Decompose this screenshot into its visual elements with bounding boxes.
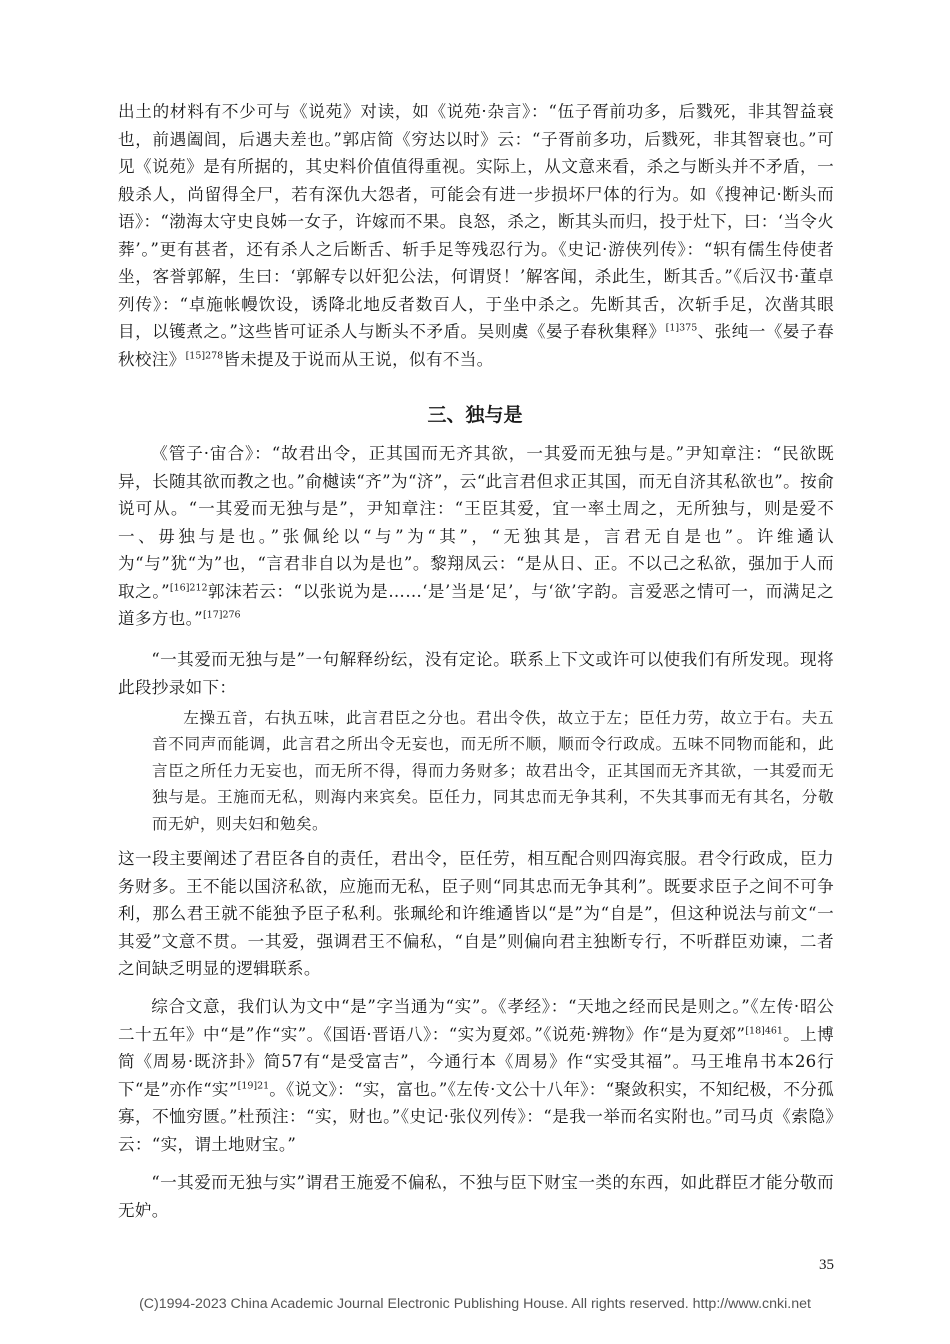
citation-ref: [17]276 [202,609,241,621]
citation-ref: [19]21 [237,1079,270,1091]
paragraph-5-text: 综合文意，我们认为文中“是”字当通为“实”。《孝经》：“天地之经而民是则之。”《左传·昭公二十五年》中“是”作“实”。《国语·晋语八》：“实为夏郊。”《说苑·辨物》作“是为夏郊” [118,997,834,1044]
paragraph-1 [118,98,834,373]
paragraph-3-text: “一其爱而无独与是”一句解释纷纭，没有定论。联系上下文或许可以使我们有所发现。现将此段抄录如下： [118,650,834,697]
section-heading: 三、独与是 [427,404,523,426]
paragraph-2 [118,440,834,633]
paragraph-4 [118,845,834,983]
paragraph-6 [118,1169,834,1224]
paragraph-3 [118,646,834,701]
page-number: 35 [819,1257,834,1273]
block-quote: 左操五音，右执五味，此言君臣之分也。君出令佚，故立于左；臣任力劳，故立于右。夫五音不同声而能调，此言君之所出令无妄也，而无所不顺，顺而令行政成。五味不同物而能和，此言臣之所任力无妄也，而无所不得，得而力务财多；故君出令，正其国而无齐其欲，一其爱而无独与是。王施而无私，则海内来宾矣。臣任力，同其忠而无争其利，不失其事而无有其名，分敬而无妒，则夫妇和勉矣。 [152,709,834,833]
citation-ref: [15]278 [185,349,224,361]
paragraph-1-text: 、张纯一《晏子春秋校注》 [118,322,834,369]
citation-ref: [18]461 [745,1024,783,1036]
paragraph-4-text: 这一段主要阐述了君臣各自的责任，君出令，臣任劳，相互配合则四海宾服。君令行政成，臣力务财多。王不能以国济私欲，应施而无私，臣子则“同其忠而无争其利”。既要求臣子之间不可争利，那么君王就不能独予臣子私利。张珮纶和许维遹皆以“是”为“自是”，但这种说法与前文“一其爱”文意不贯。一其爱，强调君王不偏私，“自是”则偏向君主独断专行，不听群臣劝谏，二者之间缺乏明显的逻辑联系。 [118,849,834,978]
citation-ref: [1]375 [665,322,698,334]
paragraph-1-text: 皆未提及于说而从王说，似有不当。 [223,349,494,369]
copyright-footer: (C)1994-2023 China Academic Journal Electronic Publishing House. All rights reserved. http://www.cnki.net [139,1296,811,1312]
paragraph-5-text: 。上博简《周易·既济卦》简57有“是受富吉”，今通行本《周易》作“实受其福”。马王堆帛书本26行下“是”亦作“实” [118,1024,834,1099]
citation-ref: [16]212 [169,581,208,593]
paragraph-1-text: 出土的材料有不少可与《说苑》对读，如《说苑·杂言》：“伍子胥前功多，后戮死，非其智益衰也，前遇阖闾，后遇夫差也。”郭店简《穷达以时》云：“子胥前多功，后戮死，非其智衰也。”可见《说苑》是有所据的，其史料价值值得重视。实际上，从文意来看，杀之与断头并不矛盾，一般杀人，尚留得全尸，若有深仇大怨者，可能会有进一步损坏尸体的行为。如《搜神记·断头而语》：“渤海太守史良姊一女子，许嫁而不果。良怒，杀之，断其头而归，投于灶下，曰：‘当令火葬’。”更有甚者，还有杀人之后断舌、斩手足等残忍行为。《史记·游侠列传》：“轵有儒生侍使者坐，客誉郭解，生曰：‘郭解专以奸犯公法，何谓贤！’解客闻，杀此生，断其舌。”《后汉书·董卓列传》：“卓施帐幔饮设，诱降北地反者数百人，于坐中杀之。先断其舌，次斩手足，次凿其眼目，以镬煮之。”这些皆可证杀人与断头不矛盾。吴则虞《晏子春秋集释》 [118,102,834,341]
paragraph-2-text: 《管子·宙合》：“故君出令，正其国而无齐其欲，一其爱而无独与是。”尹知章注：“民欲既异，长随其欲而教之也。”俞樾读“齐”为“济”，云“此言君但求正其国，而无自济其私欲也”。按俞说可从。“一其爱而无独与是”，尹知章注：“王臣其爱，宜一率土周之，无所独与，则是爱不一、毋独与是也。”张佩纶以“与”为“其”，“无独其是，言君无自是也”。许维遹认为“与”犹“为”也，“言君非自以为是也”。黎翔凤云：“是从日、正。不以己之私欲，强加于人而取之。” [118,444,834,601]
paragraph-5 [118,993,834,1158]
paragraph-5-text: 。《说文》：“实，富也。”《左传·文公十八年》：“聚敛积实，不知纪极，不分孤寡，不恤穷匮。”杜预注：“实，财也。”《史记·张仪列传》：“是我一举而名实附也。”司马贞《索隐》云：“实，谓土地财宝。” [118,1079,835,1154]
paragraph-6-text: “一其爱而无独与实”谓君王施爱不偏私，不独与臣下财宝一类的东西，如此群臣才能分敬而无妒。 [118,1173,834,1220]
paragraph-2-text: 郭沫若云：“以张说为是……‘是’当是‘足’，与‘欲’字韵。言爱恶之情可一，而满足之道多方也。” [118,581,834,628]
